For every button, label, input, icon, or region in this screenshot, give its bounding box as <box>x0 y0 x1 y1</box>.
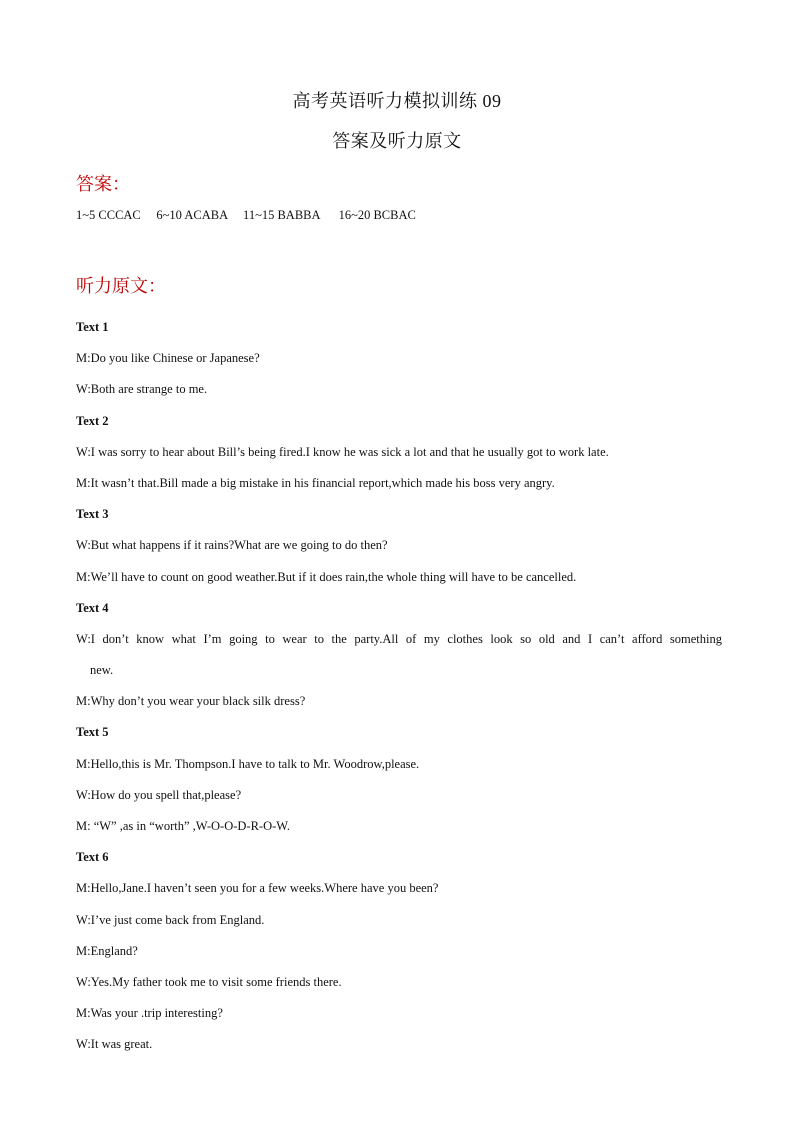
text-section-label: Text 3 <box>76 507 109 522</box>
text-section-label: Text 6 <box>76 850 109 865</box>
transcript-line: M:England? <box>76 943 138 958</box>
transcript-line: M:Do you like Chinese or Japanese? <box>76 351 260 366</box>
transcript-line: M:Why don’t you wear your black silk dress? <box>76 694 306 709</box>
transcript-line: M:It wasn’t that.Bill made a big mistake in his financial report,which made his boss very angry. <box>76 475 555 490</box>
answers-heading: 答案： <box>76 174 130 195</box>
text-section-label: Text 4 <box>76 600 109 615</box>
transcript-body <box>76 312 722 1061</box>
text-section-label: Text 5 <box>76 725 109 740</box>
transcript-line: W:I don’t know what I’m going to wear to the party.All of my clothes look so old and I can’t afford something <box>76 631 722 646</box>
transcript-line: M:Was your .trip interesting? <box>76 1006 223 1021</box>
transcript-line: W:It was great. <box>76 1037 153 1052</box>
transcript-line: M:Hello,this is Mr. Thompson.I have to talk to Mr. Woodrow,please. <box>76 756 420 771</box>
transcript-line: W:How do you spell that,please? <box>76 787 242 802</box>
transcript-line: W:Yes.My father took me to visit some friends there. <box>76 974 342 989</box>
transcript-line: W:But what happens if it rains?What are we going to do then? <box>76 538 388 553</box>
page-subtitle: 答案及听力原文 <box>332 131 462 151</box>
transcript-line: M: “W” ,as in “worth” ,W-O-O-D-R-O-W. <box>76 819 291 833</box>
transcript-line: M:We’ll have to count on good weather.But if it does rain,the whole thing will have to be cancelled. <box>76 569 577 584</box>
transcript-heading: 听力原文： <box>76 276 166 297</box>
answer-key: 1~5 CCCAC 6~10 ACABA 11~15 BABBA 16~20 BCBAC <box>76 208 416 222</box>
transcript-line: W:Both are strange to me. <box>76 382 208 397</box>
page-title: 高考英语听力模拟训练 09 <box>292 91 502 111</box>
text-section-label: Text 2 <box>76 413 109 428</box>
transcript-line: new. <box>90 663 114 678</box>
transcript-line: M:Hello,Jane.I haven’t seen you for a few weeks.Where have you been? <box>76 881 439 896</box>
transcript-line: W:I’ve just come back from England. <box>76 912 265 927</box>
text-section-label: Text 1 <box>76 320 109 334</box>
transcript-line: W:I was sorry to hear about Bill’s being fired.I know he was sick a lot and that he usually got to work late. <box>76 444 609 459</box>
